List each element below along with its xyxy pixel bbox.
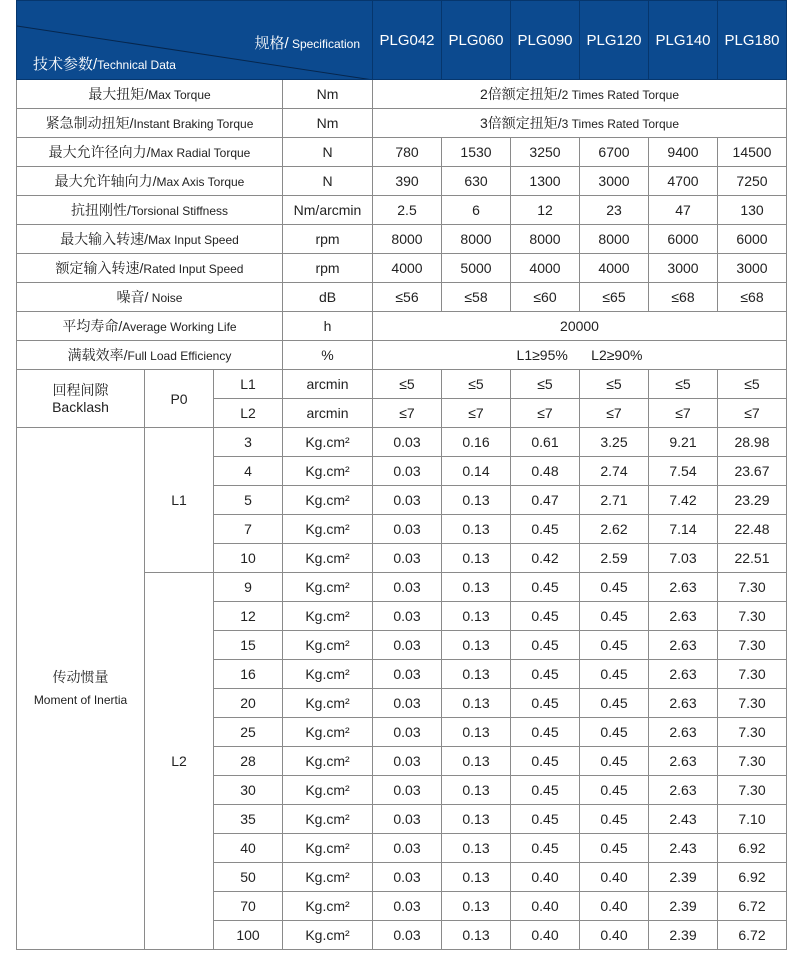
unit-cell: Kg.cm² [283,457,373,486]
value-cell: 0.45 [511,718,580,747]
value-cell: 0.42 [511,544,580,573]
value-cell: 6.92 [718,863,787,892]
parameter-name-en: Full Load Efficiency [127,349,232,363]
unit-cell: N [283,138,373,167]
ratio-cell: 10 [214,544,283,573]
value-cell: ≤5 [718,370,787,399]
spec-row [17,312,787,341]
model-header: PLG180 [718,1,787,80]
value-cell: 0.45 [511,805,580,834]
unit-cell: Kg.cm² [283,660,373,689]
unit-cell: Kg.cm² [283,544,373,573]
value-cell: ≤7 [442,399,511,428]
value-cell: 6.72 [718,892,787,921]
value-cell: 0.45 [511,660,580,689]
spec-row [17,80,787,109]
value-cell: 630 [442,167,511,196]
value-cell: 2.63 [649,718,718,747]
value-cell: 0.03 [373,718,442,747]
model-header: PLG042 [373,1,442,80]
model-header: PLG120 [580,1,649,80]
value-cell: 7.14 [649,515,718,544]
value-cell: 0.13 [442,689,511,718]
value-cell: 0.45 [511,631,580,660]
technical-data-label-en: Technical Data [97,58,176,72]
value-cell: 0.40 [511,921,580,950]
ratio-cell: 20 [214,689,283,718]
value-cell: 0.13 [442,747,511,776]
value-cell: 0.45 [511,573,580,602]
parameter-name [17,254,283,283]
backlash-label-cn: 回程间隙 [52,381,109,398]
unit-cell: rpm [283,254,373,283]
value-cell: 6000 [649,225,718,254]
value-cell: ≤5 [580,370,649,399]
stage-cell: L1 [145,428,214,573]
table-header [17,1,787,80]
value-cell: 0.45 [580,573,649,602]
unit-cell: % [283,341,373,370]
unit-cell: h [283,312,373,341]
value-cell: ≤7 [649,399,718,428]
parameter-name-cn: 最大输入转速/ [60,231,149,247]
spec-row [17,225,787,254]
ratio-cell: 40 [214,834,283,863]
spec-row [17,341,787,370]
value-cell: 0.45 [511,515,580,544]
value-cell: 0.03 [373,892,442,921]
value-cell: 6.72 [718,921,787,950]
ratio-cell: 9 [214,573,283,602]
value-cell: 2.59 [580,544,649,573]
parameter-name-en: Instant Braking Torque [133,117,254,131]
value-cell: 0.13 [442,660,511,689]
ratio-cell: 70 [214,892,283,921]
value-cell: 0.45 [580,718,649,747]
value-cell: 0.45 [511,834,580,863]
value-cell: 2.63 [649,689,718,718]
parameter-name-cn: 最大允许轴向力/ [54,173,157,189]
ratio-cell: 4 [214,457,283,486]
merged-value-en: 2 Times Rated Torque [561,88,680,102]
value-cell: ≤5 [373,370,442,399]
value-cell: 0.13 [442,486,511,515]
value-cell: 0.14 [442,457,511,486]
ratio-cell: 7 [214,515,283,544]
parameter-name-en: Max Input Speed [148,233,239,247]
inertia-row [17,428,787,457]
spec-table [16,0,787,950]
value-cell: 7.30 [718,602,787,631]
value-cell: ≤68 [718,283,787,312]
value-cell: 0.13 [442,631,511,660]
parameter-name-cn: 最大允许径向力/ [48,144,151,160]
spec-row [17,138,787,167]
value-cell: 8000 [580,225,649,254]
merged-value-cn: 2倍额定扭矩/ [479,86,562,102]
value-cell: 0.48 [511,457,580,486]
value-cell: 0.03 [373,602,442,631]
value-cell: ≤65 [580,283,649,312]
parameter-name-cn: 满载效率/ [67,347,128,363]
value-cell: 4000 [511,254,580,283]
value-cell: 23 [580,196,649,225]
value-cell: 0.13 [442,892,511,921]
value-cell: 3000 [718,254,787,283]
unit-cell: rpm [283,225,373,254]
merged-value-cell [373,109,787,138]
value-cell: ≤68 [649,283,718,312]
backlash-label-en: Backlash [52,398,109,415]
value-cell: 0.45 [580,660,649,689]
value-cell: 2.43 [649,834,718,863]
spec-row [17,283,787,312]
parameter-name-en: Max Radial Torque [150,146,251,160]
parameter-name-en: Average Working Life [122,320,237,334]
unit-cell: dB [283,283,373,312]
ratio-cell: 28 [214,747,283,776]
unit-cell: N [283,167,373,196]
value-cell: 7.30 [718,689,787,718]
parameter-name-en: Max Torque [148,88,211,102]
ratio-cell: 12 [214,602,283,631]
ratio-cell: 15 [214,631,283,660]
value-cell: ≤5 [649,370,718,399]
value-cell: 0.45 [580,602,649,631]
value-cell: 130 [718,196,787,225]
value-cell: 0.40 [511,863,580,892]
value-cell: 0.13 [442,544,511,573]
value-cell: ≤7 [718,399,787,428]
model-header: PLG140 [649,1,718,80]
parameter-name-en: Torsional Stiffness [130,204,229,218]
inertia-label-en: Moment of Inertia [33,692,128,707]
value-cell: 0.45 [580,689,649,718]
ratio-cell: 25 [214,718,283,747]
value-cell: 0.45 [511,747,580,776]
value-cell: 0.45 [511,776,580,805]
stage-cell: L2 [214,399,283,428]
value-cell: 0.45 [580,805,649,834]
value-cell: 0.03 [373,689,442,718]
value-cell: 0.13 [442,921,511,950]
ratio-cell: 30 [214,776,283,805]
parameter-name [17,138,283,167]
value-cell: 1530 [442,138,511,167]
value-cell: 0.13 [442,573,511,602]
value-cell: 0.45 [511,602,580,631]
spec-row [17,109,787,138]
parameter-name [17,167,283,196]
value-cell: 0.03 [373,805,442,834]
unit-cell: Kg.cm² [283,776,373,805]
value-cell: ≤5 [442,370,511,399]
stage-cell: L2 [145,573,214,950]
value-cell: 0.03 [373,573,442,602]
value-cell: 780 [373,138,442,167]
specification-label [254,32,360,53]
value-cell: 2.5 [373,196,442,225]
value-cell: 47 [649,196,718,225]
value-cell: 7.03 [649,544,718,573]
value-cell: 0.40 [580,863,649,892]
value-cell: 0.03 [373,660,442,689]
value-cell: 7.30 [718,718,787,747]
value-cell: 0.45 [580,747,649,776]
value-cell: 2.63 [649,631,718,660]
spec-row [17,254,787,283]
value-cell: 0.45 [511,689,580,718]
value-cell: 2.63 [649,747,718,776]
parameter-name-cn: 噪音/ [116,289,149,305]
value-cell: ≤5 [511,370,580,399]
unit-cell: Kg.cm² [283,921,373,950]
value-cell: 2.39 [649,921,718,950]
value-cell: 0.40 [580,892,649,921]
value-cell: 0.03 [373,921,442,950]
value-cell: 7.30 [718,776,787,805]
value-cell: 4700 [649,167,718,196]
unit-cell: Kg.cm² [283,718,373,747]
value-cell: ≤7 [373,399,442,428]
precision-grade: P0 [145,370,214,428]
ratio-cell: 35 [214,805,283,834]
value-cell: 2.39 [649,892,718,921]
unit-cell: Kg.cm² [283,515,373,544]
value-cell: 0.13 [442,515,511,544]
merged-value-cn: 3倍额定扭矩/ [479,115,562,131]
specification-label-en: Specification [288,37,360,51]
value-cell: 2.62 [580,515,649,544]
value-cell: 0.13 [442,776,511,805]
parameter-name-cn: 抗扭刚性/ [70,202,131,218]
parameter-name-cn: 额定输入转速/ [55,260,144,276]
unit-cell: arcmin [283,370,373,399]
value-cell: 7.30 [718,631,787,660]
merged-value-en: 3 Times Rated Torque [561,117,680,131]
stage-cell: L1 [214,370,283,399]
header-corner-cell [17,1,373,80]
value-cell: 12 [511,196,580,225]
value-cell: 22.51 [718,544,787,573]
value-cell: 0.13 [442,602,511,631]
value-cell: 8000 [373,225,442,254]
value-cell: 7.42 [649,486,718,515]
value-cell: 6.92 [718,834,787,863]
inertia-label-cn: 传动惯量 [52,668,109,685]
ratio-cell: 100 [214,921,283,950]
value-cell: 5000 [442,254,511,283]
value-cell: 7.30 [718,747,787,776]
inertia-label [17,428,145,950]
value-cell: 14500 [718,138,787,167]
unit-cell: Nm [283,80,373,109]
value-cell: 0.03 [373,631,442,660]
value-cell: 2.63 [649,602,718,631]
value-cell: 0.40 [511,892,580,921]
parameter-name [17,80,283,109]
parameter-name [17,283,283,312]
value-cell: 6700 [580,138,649,167]
value-cell: ≤7 [580,399,649,428]
unit-cell: Kg.cm² [283,863,373,892]
parameter-name-en: Noise [148,291,183,305]
parameter-name-en: Max Axis Torque [156,175,245,189]
value-cell: 0.03 [373,747,442,776]
value-cell: 0.13 [442,863,511,892]
value-cell: 0.47 [511,486,580,515]
value-cell: 6 [442,196,511,225]
value-cell: 0.03 [373,515,442,544]
model-header: PLG060 [442,1,511,80]
backlash-label [17,370,145,428]
ratio-cell: 50 [214,863,283,892]
technical-data-label-cn: 技术参数/ [33,56,98,73]
unit-cell: Kg.cm² [283,689,373,718]
unit-cell: Kg.cm² [283,573,373,602]
ratio-cell: 3 [214,428,283,457]
value-cell: 2.71 [580,486,649,515]
value-cell: 390 [373,167,442,196]
value-cell: 2.63 [649,660,718,689]
value-cell: 3000 [580,167,649,196]
model-header: PLG090 [511,1,580,80]
value-cell: ≤60 [511,283,580,312]
value-cell: 0.03 [373,457,442,486]
value-cell: 4000 [373,254,442,283]
ratio-cell: 16 [214,660,283,689]
parameter-name-cn: 最大扭矩/ [88,86,149,102]
parameter-name [17,225,283,254]
spec-row [17,196,787,225]
value-cell: 7.10 [718,805,787,834]
value-cell: 0.03 [373,428,442,457]
value-cell: 23.67 [718,457,787,486]
parameter-name [17,196,283,225]
value-cell: 23.29 [718,486,787,515]
value-cell: 3.25 [580,428,649,457]
value-cell: ≤56 [373,283,442,312]
parameter-name [17,341,283,370]
ratio-cell: 5 [214,486,283,515]
value-cell: 4000 [580,254,649,283]
value-cell: 0.61 [511,428,580,457]
parameter-name [17,312,283,341]
value-cell: 0.13 [442,834,511,863]
value-cell: 3000 [649,254,718,283]
unit-cell: Kg.cm² [283,892,373,921]
unit-cell: arcmin [283,399,373,428]
value-cell: 6000 [718,225,787,254]
unit-cell: Kg.cm² [283,805,373,834]
value-cell: 0.45 [580,631,649,660]
spec-row [17,167,787,196]
value-cell: 0.13 [442,805,511,834]
unit-cell: Kg.cm² [283,834,373,863]
merged-value-cell: L1≥95% L2≥90% [373,341,787,370]
parameter-name [17,109,283,138]
value-cell: 0.13 [442,718,511,747]
unit-cell: Kg.cm² [283,631,373,660]
value-cell: 8000 [511,225,580,254]
value-cell: 2.74 [580,457,649,486]
value-cell: 0.03 [373,776,442,805]
value-cell: 22.48 [718,515,787,544]
value-cell: 0.03 [373,486,442,515]
unit-cell: Kg.cm² [283,747,373,776]
value-cell: 2.39 [649,863,718,892]
unit-cell: Kg.cm² [283,486,373,515]
value-cell: 2.63 [649,776,718,805]
unit-cell: Kg.cm² [283,602,373,631]
merged-value-cell [373,80,787,109]
value-cell: 28.98 [718,428,787,457]
technical-data-label [33,53,176,74]
value-cell: 7.30 [718,573,787,602]
value-cell: 9400 [649,138,718,167]
table-body [17,80,787,950]
value-cell: 3250 [511,138,580,167]
parameter-name-en: Rated Input Speed [143,262,244,276]
specification-label-cn: 规格/ [254,35,289,52]
value-cell: 0.03 [373,544,442,573]
unit-cell: Nm [283,109,373,138]
value-cell: 7.54 [649,457,718,486]
backlash-row [17,370,787,399]
value-cell: 0.45 [580,834,649,863]
value-cell: ≤7 [511,399,580,428]
value-cell: 7250 [718,167,787,196]
unit-cell: Kg.cm² [283,428,373,457]
value-cell: 0.03 [373,863,442,892]
value-cell: 2.63 [649,573,718,602]
parameter-name-cn: 紧急制动扭矩/ [45,115,134,131]
parameter-name-cn: 平均寿命/ [62,318,123,334]
value-cell: 0.03 [373,834,442,863]
value-cell: 7.30 [718,660,787,689]
value-cell: 0.16 [442,428,511,457]
value-cell: 9.21 [649,428,718,457]
value-cell: 8000 [442,225,511,254]
value-cell: 1300 [511,167,580,196]
value-cell: 2.43 [649,805,718,834]
merged-value-cell: 20000 [373,312,787,341]
unit-cell: Nm/arcmin [283,196,373,225]
value-cell: 0.40 [580,921,649,950]
value-cell: ≤58 [442,283,511,312]
value-cell: 0.45 [580,776,649,805]
